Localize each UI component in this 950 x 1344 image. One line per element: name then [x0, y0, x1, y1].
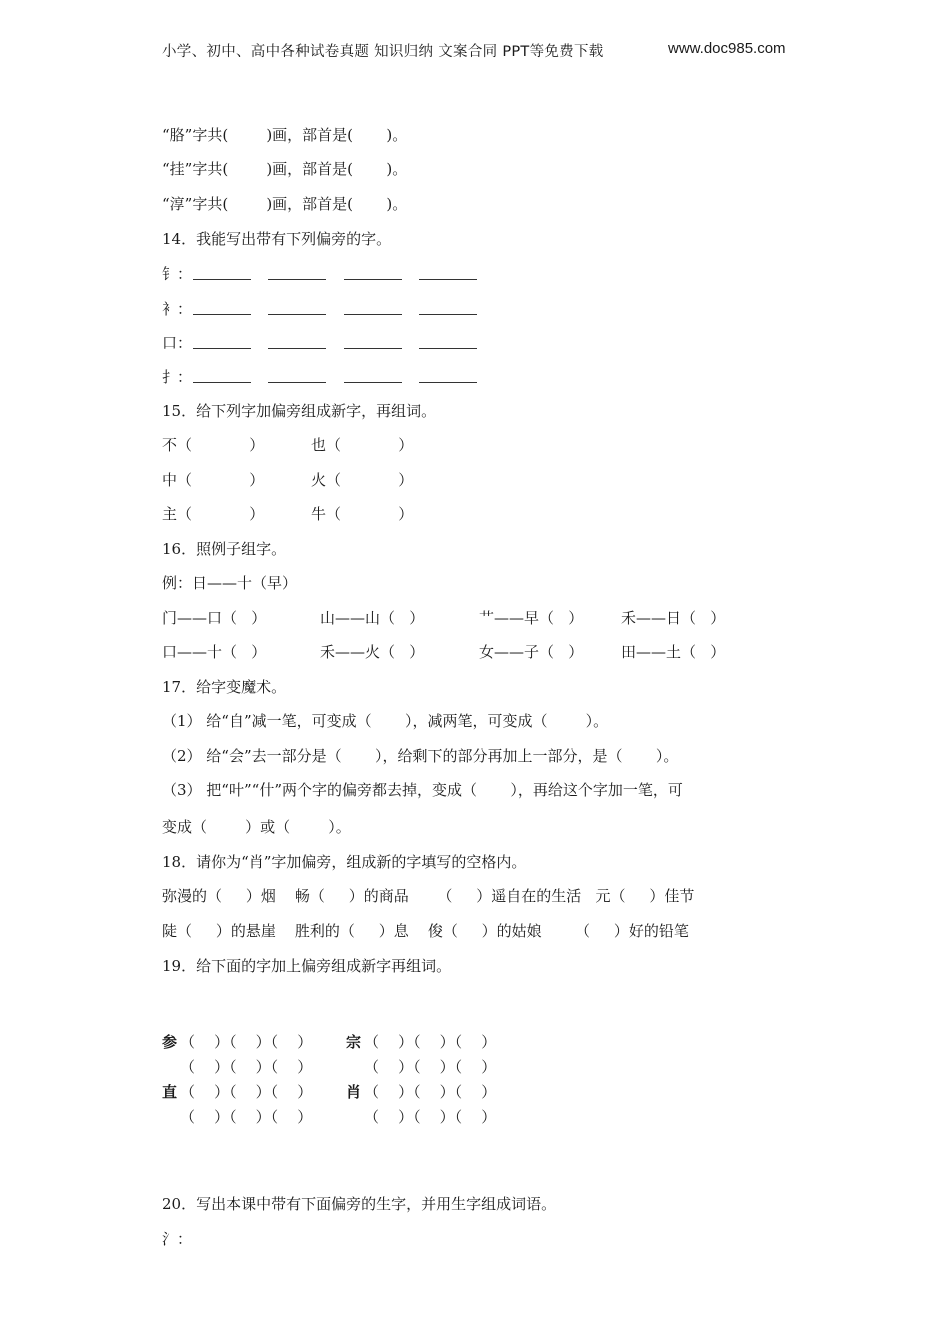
q15-item: 火（ ） — [311, 471, 414, 489]
q18-title: 18．请你为“肖”字加偏旁，组成新的字填写的空格内。 — [162, 853, 527, 871]
answer-blank[interactable] — [268, 382, 326, 383]
q13-line-3: “淳”字共( )画，部首是( )。 — [162, 195, 408, 213]
q14-radical-4: 扌： — [162, 368, 193, 386]
q19-char: 宗 — [346, 1033, 362, 1051]
q19-char: 参 — [162, 1033, 178, 1051]
answer-blank[interactable] — [419, 348, 477, 349]
q15-item: 中（ ） — [162, 471, 265, 489]
q19-parens: （ ）（ ）（ ） — [364, 1108, 497, 1126]
q16-item: 女——子（ ） — [479, 643, 584, 661]
q19-title: 19．给下面的字加上偏旁组成新字再组词。 — [162, 957, 452, 975]
q17-item-3-cont: 变成（ ）或（ ）。 — [162, 818, 351, 836]
q19-parens: （ ）（ ）（ ） — [364, 1083, 497, 1101]
q15-item: 牛（ ） — [311, 505, 414, 523]
q20-radical: 氵： — [162, 1230, 193, 1248]
q20-title: 20．写出本课中带有下面偏旁的生字，并用生字组成词语。 — [162, 1195, 557, 1213]
q19-parens: （ ）（ ）（ ） — [180, 1108, 313, 1126]
answer-blank[interactable] — [268, 314, 326, 315]
q19-parens: （ ）（ ）（ ） — [180, 1058, 313, 1076]
answer-blank[interactable] — [193, 348, 251, 349]
q19-parens: （ ）（ ）（ ） — [364, 1033, 497, 1051]
answer-blank[interactable] — [193, 382, 251, 383]
header-url: www.doc985.com — [668, 40, 786, 57]
q19-parens: （ ）（ ）（ ） — [364, 1058, 497, 1076]
q19-parens: （ ）（ ）（ ） — [180, 1083, 313, 1101]
q13-line-1: “胳”字共( )画，部首是( )。 — [162, 126, 408, 144]
q19-char: 直 — [162, 1083, 178, 1101]
q18-line-2: 陡（ ）的悬崖 胜利的（ ）息 俊（ ）的姑娘 （ ）好的铅笔 — [162, 922, 689, 940]
q15-item: 也（ ） — [311, 436, 414, 454]
q16-title: 16．照例子组字。 — [162, 540, 287, 558]
answer-blank[interactable] — [344, 382, 402, 383]
q16-item: 口——十（ ） — [162, 643, 267, 661]
answer-blank[interactable] — [193, 279, 251, 280]
q16-item: 禾——火（ ） — [320, 643, 425, 661]
answer-blank[interactable] — [419, 279, 477, 280]
q18-line-1: 弥漫的（ ）烟 畅（ ）的商品 （ ）遥自在的生活 元（ ）佳节 — [162, 887, 695, 905]
q16-item: 禾——日（ ） — [621, 609, 726, 627]
q16-item: 艹——早（ ） — [479, 609, 584, 627]
answer-blank[interactable] — [268, 348, 326, 349]
q17-title: 17．给字变魔术。 — [162, 678, 287, 696]
answer-blank[interactable] — [344, 314, 402, 315]
q19-parens: （ ）（ ）（ ） — [180, 1033, 313, 1051]
q17-item-2: （2） 给“会”去一部分是（ ），给剩下的部分再加上一部分，是（ ）。 — [162, 747, 679, 765]
answer-blank[interactable] — [344, 348, 402, 349]
q14-radical-1: 钅： — [162, 265, 193, 283]
q16-item: 门——口（ ） — [162, 609, 267, 627]
answer-blank[interactable] — [193, 314, 251, 315]
q15-item: 不（ ） — [162, 436, 265, 454]
q13-line-2: “挂”字共( )画，部首是( )。 — [162, 160, 408, 178]
q17-item-3: （3） 把“叶”“什”两个字的偏旁都去掉，变成（ ），再给这个字加一笔，可 — [162, 781, 683, 799]
answer-blank[interactable] — [344, 279, 402, 280]
q16-item: 山——山（ ） — [320, 609, 425, 627]
q16-item: 田——土（ ） — [621, 643, 726, 661]
answer-blank[interactable] — [419, 314, 477, 315]
header-text: 小学、初中、高中各种试卷真题 知识归纳 文案合同 PPT等免费下载 — [162, 44, 604, 60]
q14-radical-3: 口： — [162, 334, 193, 352]
q14-title: 14．我能写出带有下列偏旁的字。 — [162, 230, 392, 248]
q15-item: 主（ ） — [162, 505, 265, 523]
q15-title: 15．给下列字加偏旁组成新字，再组词。 — [162, 402, 437, 420]
q17-item-1: （1） 给“自”减一笔，可变成（ ），减两笔，可变成（ ）。 — [162, 712, 609, 730]
q14-radical-2: 衤： — [162, 300, 193, 318]
answer-blank[interactable] — [419, 382, 477, 383]
q19-char: 肖 — [346, 1083, 362, 1101]
answer-blank[interactable] — [268, 279, 326, 280]
q16-example: 例：日——十（早） — [162, 574, 298, 592]
